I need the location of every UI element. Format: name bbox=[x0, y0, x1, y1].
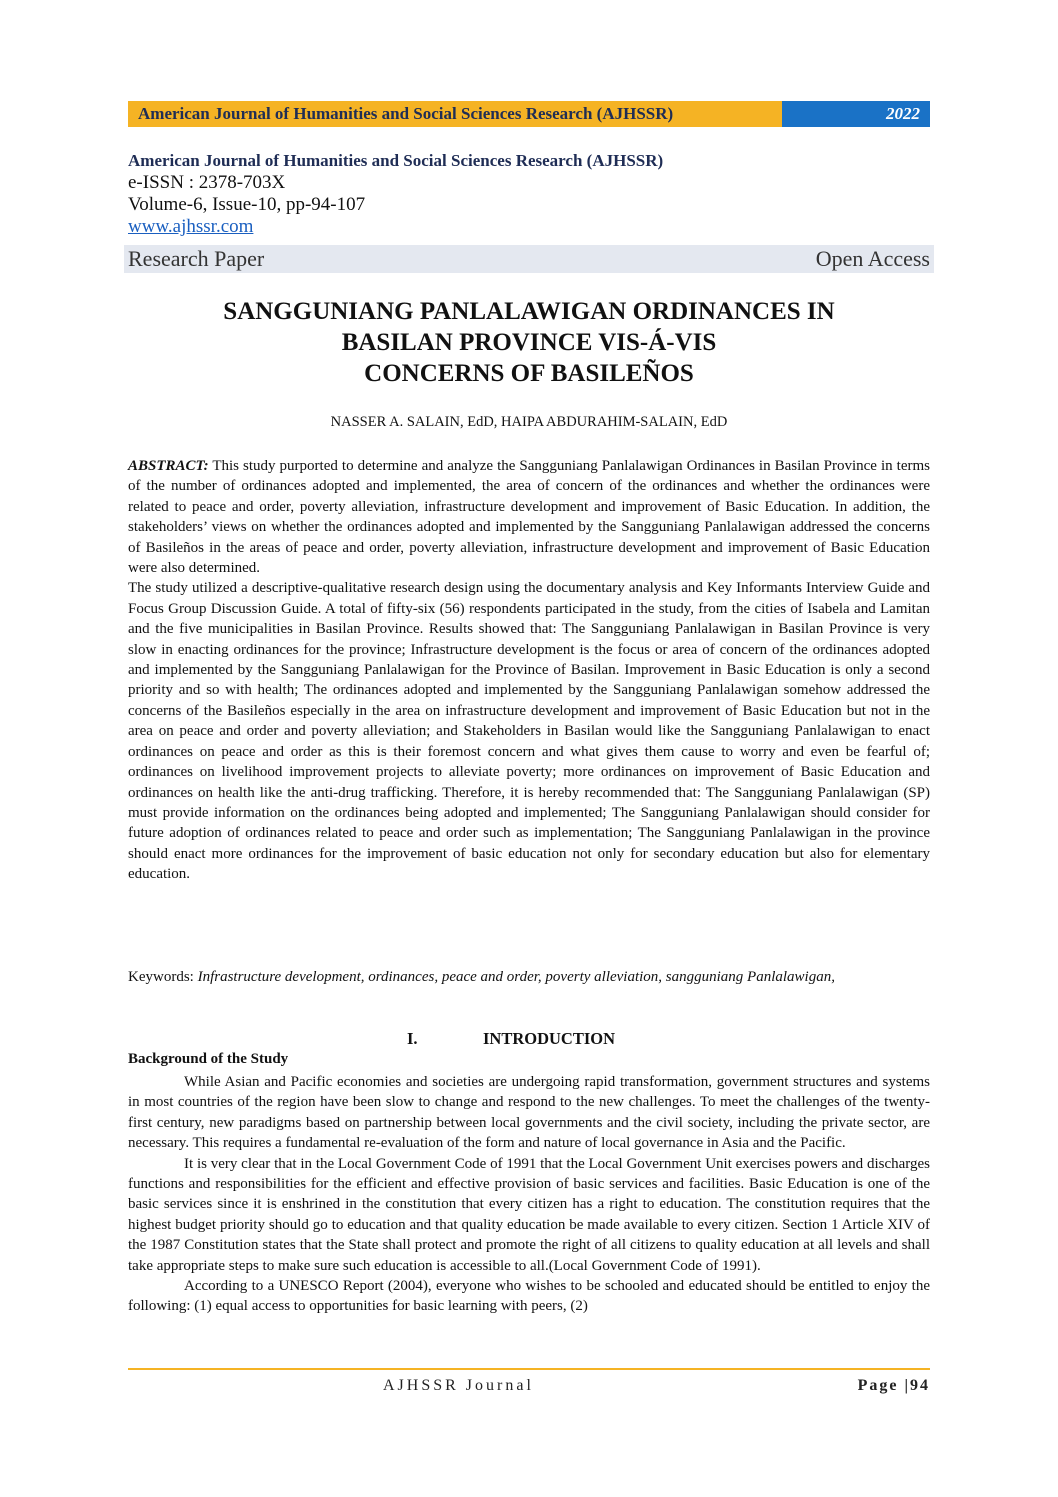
keywords-text: Infrastructure development, ordinances, peace and order, poverty alleviation, sangguniang Panlalawigan, bbox=[197, 969, 835, 985]
open-access-label: Open Access bbox=[815, 246, 930, 271]
section-title: INTRODUCTION bbox=[483, 1029, 616, 1048]
footer-divider bbox=[128, 1368, 930, 1370]
journal-info bbox=[128, 150, 930, 238]
footer-page bbox=[858, 1377, 930, 1395]
header-year: 2022 bbox=[782, 101, 930, 127]
header-journal-name: American Journal of Humanities and Social Sciences Research (AJHSSR) bbox=[128, 101, 782, 127]
abstract-paragraph-2: The study utilized a descriptive-qualitative research design using the documentary analysis and Key Informants Interview Guide and Focus Group Discussion Guide. A total of fifty-six (56) respondents participated in the study, from the cities of Isabela and Lamitan and the five municipalities in Basilan Province. Results showed that: The Sangguniang Panlalawigan in Basilan Province is very slow in enacting ordinances for the province; Infrastructure development is the focus or area of concern of the ordinances adopted and implemented by the Sangguniang Panlalawigan for the Province of Basilan. Improvement in Basic Education is only a second priority and so with health; The ordinances adopted and implemented by the Sangguniang Panlalawigan somehow addressed the concerns of the Basileños especially in the area on infrastructure development and improvement of Basic Education but not in the area on peace and order and poverty alleviation; and Stakeholders in Basilan would like the Sangguniang Panlalawigan to enact ordinances on peace and order as this is their foremost concern and what gives them cause to worry and even be fearful of; ordinances on livelihood improvement projects to alleviate poverty; more ordinances on improvement of Basic Education and ordinances on health like the anti-drug trafficking. Therefore, it is hereby recommended that: The Sangguniang Panlalawigan (SP) must provide information on the ordinances being adopted and implemented; The Sangguniang Panlalawigan should consider for future adoption of ordinances related to peace and order such as implementation; The Sangguniang Panlalawigan in the province should enact more ordinances for the improvement of basic education not only for secondary education but also for elementary education. bbox=[128, 580, 930, 883]
paper-authors: NASSER A. SALAIN, EdD, HAIPA ABDURAHIM-SALAIN, EdD bbox=[330, 414, 728, 430]
keywords-label: Keywords: bbox=[128, 969, 194, 985]
paper-type-label: Research Paper bbox=[128, 246, 265, 271]
abstract bbox=[128, 456, 930, 885]
intro-paragraph-3: According to a UNESCO Report (2004), everyone who wishes to be schooled and educated should be entitled to enjoy the following: (1) equal access to opportunities for basic learning with peers, (2) bbox=[128, 1278, 930, 1315]
journal-name: American Journal of Humanities and Social Sciences Research (AJHSSR) bbox=[128, 151, 664, 170]
paper-title bbox=[128, 296, 930, 389]
paper-type-bar bbox=[124, 245, 934, 273]
section-number: I. bbox=[407, 1029, 418, 1048]
subsection-heading: Background of the Study bbox=[128, 1051, 289, 1067]
abstract-label: ABSTRACT: bbox=[128, 458, 209, 474]
footer-page-label: Page | bbox=[857, 1377, 910, 1394]
keywords bbox=[128, 967, 930, 987]
footer-journal: AJHSSR Journal bbox=[383, 1377, 534, 1394]
abstract-text-1: This study purported to determine and analyze the Sangguniang Panlalawigan Ordinances in Basilan Province in terms of the number of ordinances adopted and implemented, the area of concern of the ordinances and whether the ordinances were related to peace and order, poverty alleviation, infrastructure development and improvement of Basic Education. In addition, the stakeholders’ views on whether the ordinances adopted and implemented by the Sangguniang Panlalawigan addressed the concerns of Basileños in the areas of peace and order, poverty alleviation, infrastructure development and improvement of Basic Education were also determined. bbox=[128, 458, 930, 577]
title-line-1: SANGGUNIANG PANLALAWIGAN ORDINANCES IN bbox=[223, 298, 835, 325]
journal-website-link[interactable]: www.ajhssr.com bbox=[128, 216, 254, 237]
introduction-body bbox=[128, 1072, 930, 1317]
title-line-3: CONCERNS OF BASILEÑOS bbox=[364, 360, 694, 387]
abstract-paragraph-1 bbox=[128, 456, 930, 578]
journal-header-band bbox=[128, 101, 930, 127]
journal-volume: Volume-6, Issue-10, pp-94-107 bbox=[128, 194, 366, 215]
journal-issn: e-ISSN : 2378-703X bbox=[128, 172, 286, 193]
title-line-2: BASILAN PROVINCE VIS-Á-VIS bbox=[341, 329, 717, 356]
intro-paragraph-1: While Asian and Pacific economies and societies are undergoing rapid transformation, government structures and systems in most countries of the region have been slow to change and respond to the new challenges. To meet the challenges of the twenty-first century, new paradigms based on partnership between local governments and the civil society, including the private sector, are necessary. This requires a fundamental re-evaluation of the form and nature of local governance in Asia and the Pacific. bbox=[128, 1074, 930, 1152]
footer-page-number: 94 bbox=[910, 1377, 930, 1394]
intro-paragraph-2: It is very clear that in the Local Government Code of 1991 that the Local Government Unit exercises powers and discharges functions and responsibilities for the efficient and effective provision of basic services and facilities. Basic Education is one of the basic services since it is enshrined in the constitution that every citizen has a right to education. The constitution requires that the highest budget priority should go to education and that quality education be made available to every citizen. Section 1 Article XIV of the 1987 Constitution states that the State shall protect and promote the right of all citizens to quality education at all levels and shall take appropriate steps to make sure such education is accessible to all.(Local Government Code of 1991). bbox=[128, 1155, 930, 1274]
